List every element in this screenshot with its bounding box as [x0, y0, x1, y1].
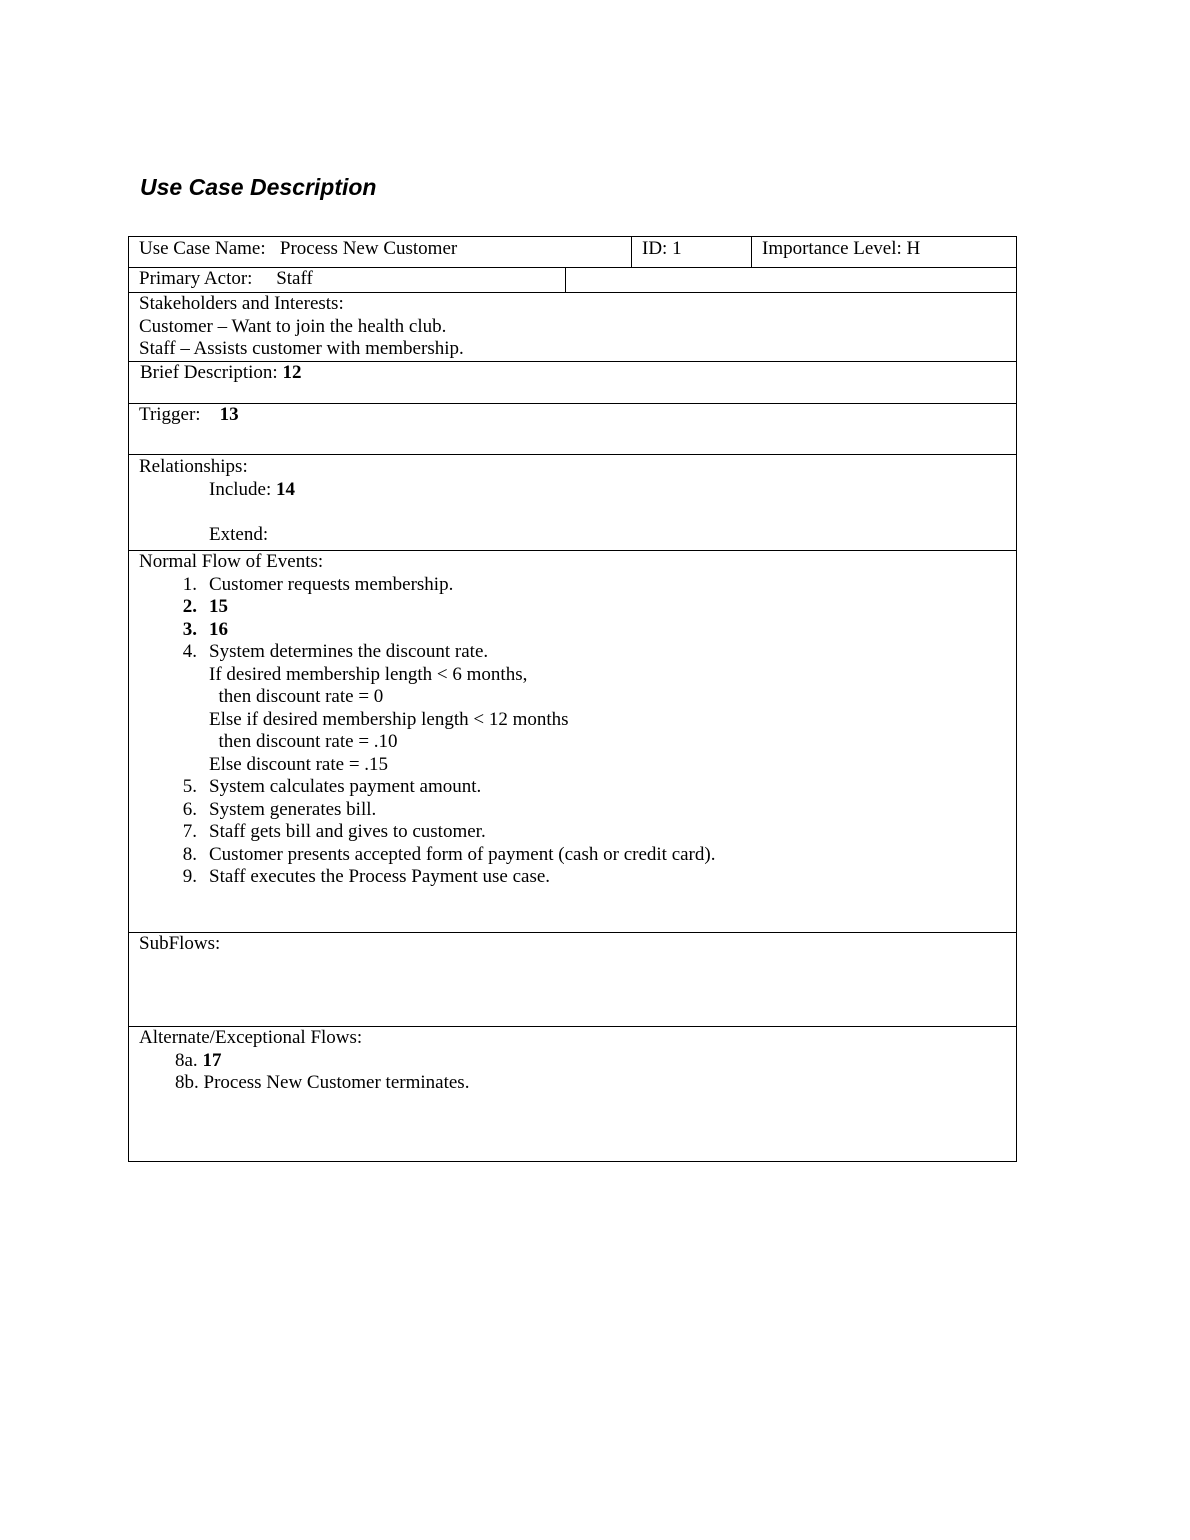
- importance-label: Importance Level:: [762, 238, 902, 259]
- flow-step-detail: If desired membership length < 6 months,: [209, 663, 528, 685]
- primary-actor-row: [129, 268, 1016, 293]
- brief-description-label: Brief Description:: [140, 362, 278, 383]
- importance-value: H: [906, 238, 921, 259]
- trigger-label: Trigger:: [139, 404, 201, 425]
- stakeholder-line: Customer – Want to join the health club.: [139, 315, 447, 337]
- flow-step-detail: then discount rate = .10: [209, 731, 398, 752]
- alternate-flow-item: 8a. 17: [175, 1049, 222, 1071]
- flow-step-detail: then discount rate = 0: [209, 686, 384, 707]
- header-row: [129, 237, 1016, 268]
- flow-step: 9. Staff executes the Process Payment use case.: [182, 866, 551, 887]
- extend-label: Extend:: [209, 523, 269, 545]
- use-case-name-label: Use Case Name:: [139, 238, 266, 259]
- relationships-label: Relationships:: [139, 456, 248, 477]
- flow-step-detail: Else discount rate = .15: [209, 753, 389, 775]
- flow-step: 8. Customer presents accepted form of payment (cash or credit card).: [182, 843, 716, 865]
- subflows-row: [129, 933, 1016, 1027]
- flow-step-detail: Else if desired membership length < 12 months: [209, 708, 569, 730]
- trigger-value: 13: [219, 404, 239, 425]
- primary-actor-value: Staff: [276, 268, 313, 289]
- flow-step: 3. 16: [182, 618, 228, 640]
- document-title: Use Case Description: [140, 174, 377, 200]
- id-value: 1: [672, 238, 682, 259]
- use-case-name-value: Process New Customer: [279, 238, 458, 259]
- flow-step: 6. System generates bill.: [182, 798, 377, 820]
- normal-flow-row: [129, 551, 1016, 933]
- trigger-row: [129, 404, 1016, 455]
- subflows-label: SubFlows:: [139, 933, 221, 954]
- flow-step: 2. 15: [182, 596, 228, 617]
- stakeholder-line: Staff – Assists customer with membership.: [139, 338, 464, 359]
- alternate-flow-item: 8b. Process New Customer terminates.: [175, 1072, 470, 1093]
- brief-description-row: [129, 362, 1016, 404]
- flow-step: 5. System calculates payment amount.: [182, 776, 482, 797]
- flow-step: 7. Staff gets bill and gives to customer.: [182, 821, 486, 842]
- primary-actor-label: Primary Actor:: [139, 268, 253, 289]
- brief-description-value: 12: [282, 362, 302, 383]
- alternate-flows-row: [129, 1027, 1016, 1161]
- flow-step: 1. Customer requests membership.: [182, 573, 454, 595]
- flow-step: 4. System determines the discount rate.: [182, 641, 489, 662]
- primary-actor-empty-cell: [565, 268, 1016, 292]
- use-case-table: [128, 236, 1017, 1162]
- stakeholders-label: Stakeholders and Interests:: [139, 293, 344, 314]
- id-label: ID:: [642, 238, 668, 259]
- include-label: Include:: [209, 478, 272, 500]
- id-cell: [631, 237, 751, 267]
- alternate-flows-label: Alternate/Exceptional Flows:: [139, 1027, 363, 1048]
- normal-flow-label: Normal Flow of Events:: [139, 551, 324, 572]
- relationships-row: [129, 455, 1016, 551]
- importance-cell: [751, 237, 1016, 267]
- stakeholders-row: [129, 293, 1016, 362]
- include-line: [139, 479, 1016, 502]
- use-case-name-cell: [129, 237, 631, 267]
- primary-actor-cell: [129, 268, 565, 292]
- include-value: 14: [276, 478, 296, 500]
